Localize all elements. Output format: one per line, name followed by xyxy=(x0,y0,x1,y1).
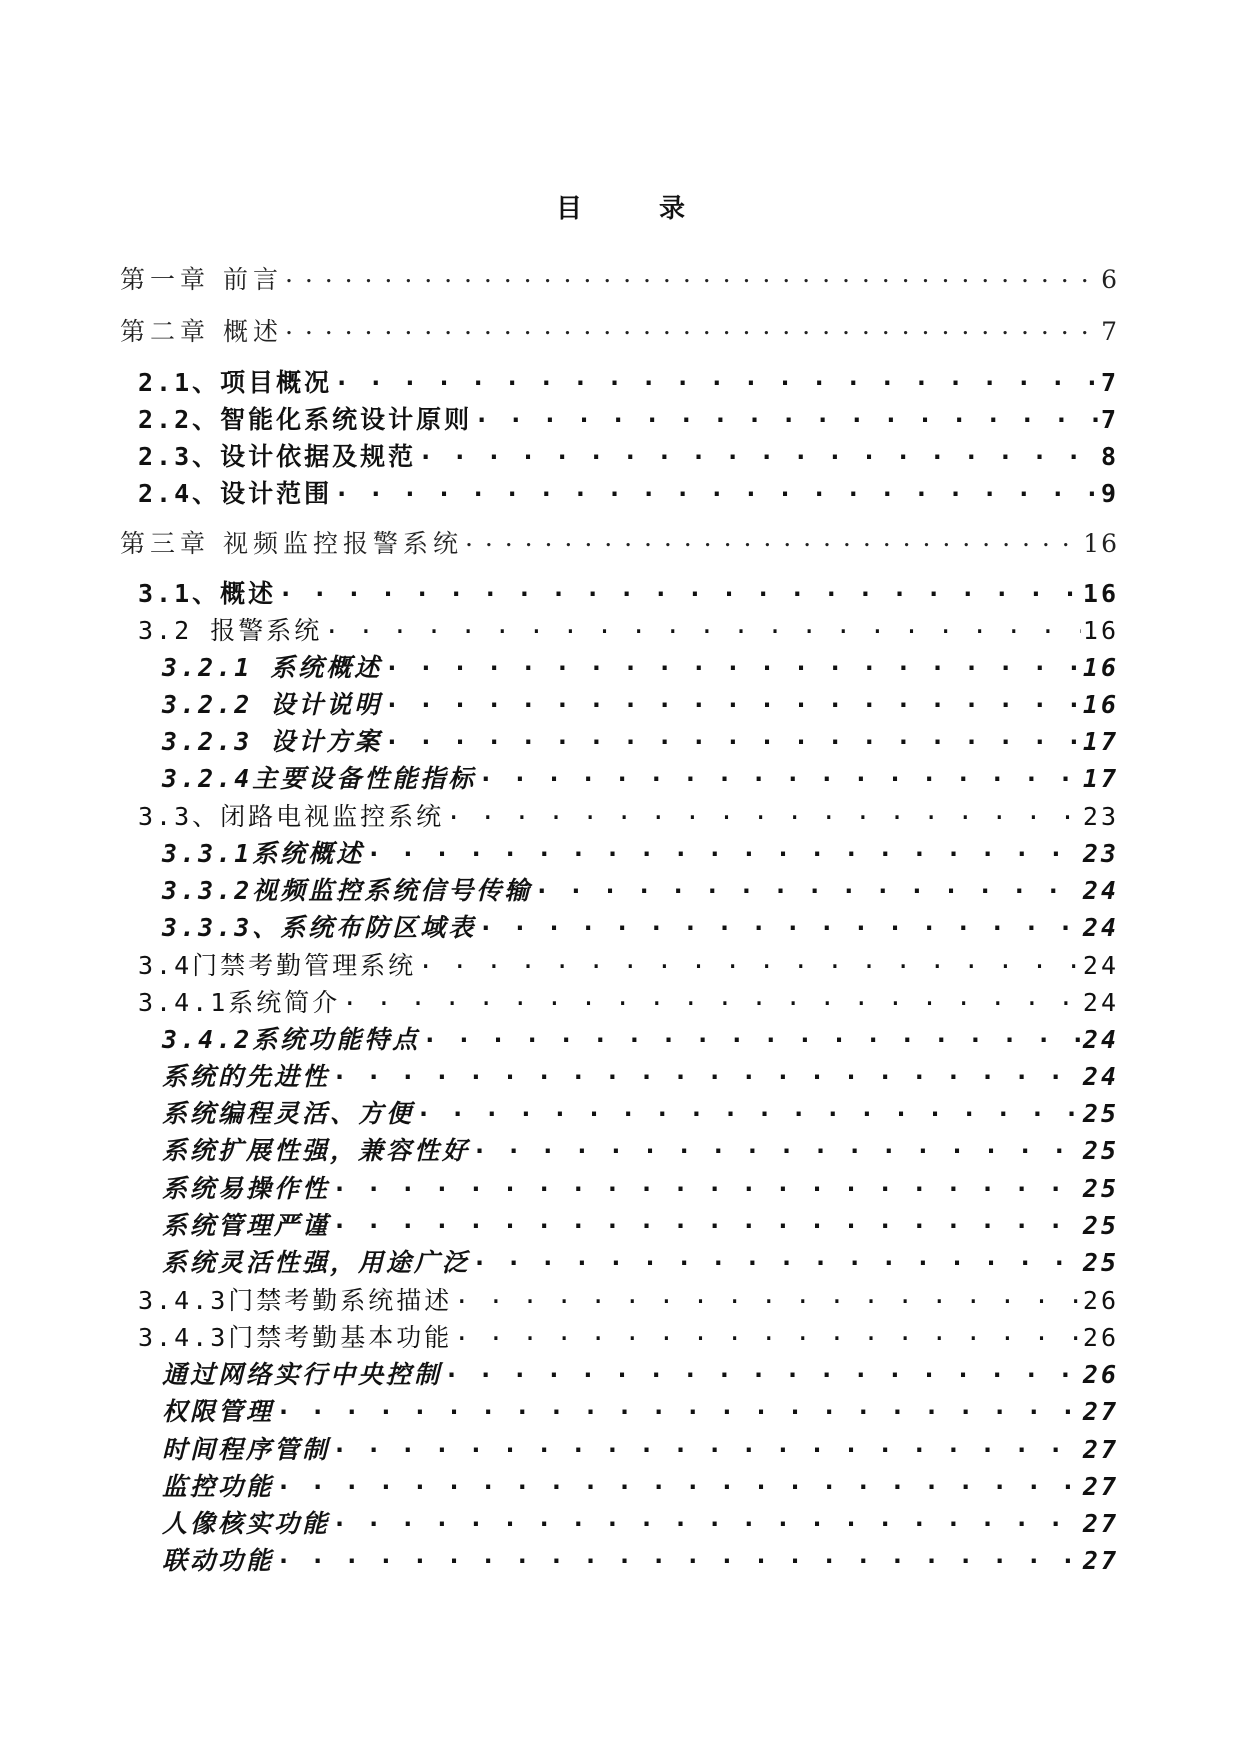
toc-entry-label: 系统的先进性 xyxy=(162,1062,331,1091)
toc-entry-label: 第二章 概述 xyxy=(120,317,283,346)
toc-entry-label: 2.1、项目概况 xyxy=(138,368,333,397)
toc-entry[interactable] xyxy=(162,759,1119,795)
dot-leader xyxy=(332,1209,1081,1234)
toc-entry[interactable] xyxy=(120,524,1119,560)
toc-entry-page: 25 xyxy=(1082,1174,1119,1203)
toc-entry[interactable] xyxy=(138,983,1119,1019)
dot-leader xyxy=(446,800,1081,825)
toc-entry[interactable] xyxy=(138,363,1119,399)
toc-entry-label: 系统灵活性强，用途广泛 xyxy=(162,1248,471,1277)
toc-entry-label: 第三章 视频监控报警系统 xyxy=(120,529,463,558)
toc-entry-page: 7 xyxy=(1100,368,1119,397)
toc-entry-label: 监控功能 xyxy=(162,1472,275,1501)
toc-entry-page: 27 xyxy=(1082,1472,1119,1501)
dot-leader xyxy=(465,527,1081,552)
dot-leader xyxy=(384,688,1081,713)
toc-entry[interactable] xyxy=(162,1020,1119,1056)
toc-entry-label: 2.2、智能化系统设计原则 xyxy=(138,405,473,434)
toc-entry-label: 3.2.3 设计方案 xyxy=(162,727,383,756)
toc-entry[interactable] xyxy=(120,312,1119,348)
toc-entry-label: 3.3.3、系统布防区域表 xyxy=(162,913,477,942)
toc-entry[interactable] xyxy=(162,1057,1119,1093)
dot-leader xyxy=(472,1134,1081,1159)
toc-entry-page: 27 xyxy=(1082,1435,1119,1464)
toc-entry-label: 3.4.3门禁考勤系统描述 xyxy=(138,1286,453,1315)
toc-entry-page: 23 xyxy=(1082,839,1119,868)
toc-entry-label: 第一章 前言 xyxy=(120,265,283,294)
toc-entry-page: 25 xyxy=(1082,1248,1119,1277)
toc-entry-page: 9 xyxy=(1100,479,1119,508)
dot-leader xyxy=(384,651,1081,676)
toc-entry-label: 通过网络实行中央控制 xyxy=(162,1360,443,1389)
toc-entry[interactable] xyxy=(138,474,1119,510)
toc-entry-label: 系统编程灵活、方便 xyxy=(162,1099,415,1128)
toc-entry[interactable] xyxy=(138,611,1119,647)
toc-entry-page: 17 xyxy=(1082,727,1119,756)
toc-entry-page: 24 xyxy=(1082,988,1119,1017)
toc-entry[interactable] xyxy=(162,1355,1119,1391)
dot-leader xyxy=(534,874,1081,899)
dot-leader xyxy=(454,1321,1081,1346)
toc-entry[interactable] xyxy=(162,1169,1119,1205)
toc-entry-page: 27 xyxy=(1082,1509,1119,1538)
toc-entry[interactable] xyxy=(138,574,1119,610)
toc-entry-page: 25 xyxy=(1082,1211,1119,1240)
toc-entry[interactable] xyxy=(138,437,1119,473)
toc-entry-label: 3.2.2 设计说明 xyxy=(162,690,383,719)
toc-entry[interactable] xyxy=(162,871,1119,907)
toc-entry[interactable] xyxy=(162,1206,1119,1242)
toc-entry[interactable] xyxy=(138,1318,1119,1354)
toc-entry-label: 3.4门禁考勤管理系统 xyxy=(138,951,417,980)
toc-entry[interactable] xyxy=(162,1243,1119,1279)
toc-entry-page: 26 xyxy=(1082,1323,1119,1352)
toc-entry-page: 26 xyxy=(1082,1360,1119,1389)
toc-entry-page: 24 xyxy=(1082,1025,1119,1054)
toc-entry-page: 25 xyxy=(1082,1099,1119,1128)
toc-entry-label: 3.3、闭路电视监控系统 xyxy=(138,802,445,831)
toc-entry-page: 7 xyxy=(1100,405,1119,434)
dot-leader xyxy=(276,1544,1081,1569)
toc-entry[interactable] xyxy=(138,797,1119,833)
toc-entry-label: 系统管理严谨 xyxy=(162,1211,331,1240)
toc-entry[interactable] xyxy=(162,1504,1119,1540)
dot-leader xyxy=(454,1284,1081,1309)
toc-entry-label: 3.3.2视频监控系统信号传输 xyxy=(162,876,533,905)
toc-entry-label: 3.1、概述 xyxy=(138,579,277,608)
toc-entry-label: 系统易操作性 xyxy=(162,1174,331,1203)
dot-leader xyxy=(276,1395,1081,1420)
toc-entry-label: 人像核实功能 xyxy=(162,1509,331,1538)
toc-entry-page: 24 xyxy=(1082,876,1119,905)
toc-entry-label: 时间程序管制 xyxy=(162,1435,331,1464)
toc-entry-page: 16 xyxy=(1082,690,1119,719)
dot-leader xyxy=(334,366,1099,391)
toc-entry-page: 17 xyxy=(1082,764,1119,793)
toc-entry-page: 25 xyxy=(1082,1136,1119,1165)
dot-leader xyxy=(366,837,1081,862)
dot-leader xyxy=(474,403,1099,428)
dot-leader xyxy=(285,315,1099,340)
toc-entry-page: 27 xyxy=(1082,1397,1119,1426)
toc-entry[interactable] xyxy=(120,260,1119,296)
toc-entry-label: 3.4.2系统功能特点 xyxy=(162,1025,421,1054)
toc-entry-page: 27 xyxy=(1082,1546,1119,1575)
toc-entry[interactable] xyxy=(138,946,1119,982)
dot-leader xyxy=(416,1097,1081,1122)
toc-entry-page: 7 xyxy=(1101,317,1119,346)
dot-leader xyxy=(444,1358,1081,1383)
toc-entry-label: 3.4.3门禁考勤基本功能 xyxy=(138,1323,453,1352)
dot-leader xyxy=(342,986,1081,1011)
toc-entry-label: 3.2.4主要设备性能指标 xyxy=(162,764,477,793)
toc-entry-page: 24 xyxy=(1082,951,1119,980)
dot-leader xyxy=(332,1433,1081,1458)
dot-leader xyxy=(478,762,1081,787)
dot-leader xyxy=(472,1246,1081,1271)
toc-entry-page: 16 xyxy=(1082,653,1119,682)
dot-leader xyxy=(422,1023,1081,1048)
toc-entry[interactable] xyxy=(162,908,1119,944)
toc-entry[interactable] xyxy=(162,1467,1119,1503)
toc-entry-label: 联动功能 xyxy=(162,1546,275,1575)
toc-entry[interactable] xyxy=(138,1281,1119,1317)
toc-entry[interactable] xyxy=(162,722,1119,758)
toc-title: 目 录 xyxy=(555,194,720,224)
toc-entry[interactable] xyxy=(162,1541,1119,1577)
toc-entry-page: 8 xyxy=(1100,442,1119,471)
dot-leader xyxy=(332,1172,1081,1197)
toc-entry-page: 16 xyxy=(1082,579,1119,608)
toc-entry[interactable] xyxy=(162,1094,1119,1130)
dot-leader xyxy=(478,911,1081,936)
toc-entry-page: 24 xyxy=(1082,913,1119,942)
toc-entry[interactable] xyxy=(138,400,1119,436)
toc-entry[interactable] xyxy=(162,1131,1119,1167)
toc-entry-page: 23 xyxy=(1082,802,1119,831)
toc-entry[interactable] xyxy=(162,1430,1119,1466)
toc-entry-label: 3.2.1 系统概述 xyxy=(162,653,383,682)
toc-entry-page: 26 xyxy=(1082,1286,1119,1315)
dot-leader xyxy=(418,440,1099,465)
toc-entry-page: 6 xyxy=(1101,265,1119,294)
toc-entry[interactable] xyxy=(162,1392,1119,1428)
toc-entry-page: 16 xyxy=(1083,529,1119,558)
dot-leader xyxy=(276,1470,1081,1495)
toc-entry-label: 2.3、设计依据及规范 xyxy=(138,442,417,471)
dot-leader xyxy=(278,577,1081,602)
toc-entry-page: 16 xyxy=(1082,616,1119,645)
dot-leader xyxy=(285,263,1099,288)
toc-entry-label: 3.4.1系统简介 xyxy=(138,988,341,1017)
toc-entry[interactable] xyxy=(162,648,1119,684)
toc-entry-label: 权限管理 xyxy=(162,1397,275,1426)
toc-entry-page: 24 xyxy=(1082,1062,1119,1091)
dot-leader xyxy=(332,1060,1081,1085)
toc-entry[interactable] xyxy=(162,834,1119,870)
toc-entry-label: 3.2 报警系统 xyxy=(138,616,323,645)
dot-leader xyxy=(332,1507,1081,1532)
dot-leader xyxy=(334,477,1099,502)
toc-entry-label: 2.4、设计范围 xyxy=(138,479,333,508)
dot-leader xyxy=(324,614,1081,639)
dot-leader xyxy=(418,949,1081,974)
toc-entry[interactable] xyxy=(162,685,1119,721)
toc-entry-label: 系统扩展性强，兼容性好 xyxy=(162,1136,471,1165)
dot-leader xyxy=(384,725,1081,750)
toc-entry-label: 3.3.1系统概述 xyxy=(162,839,365,868)
